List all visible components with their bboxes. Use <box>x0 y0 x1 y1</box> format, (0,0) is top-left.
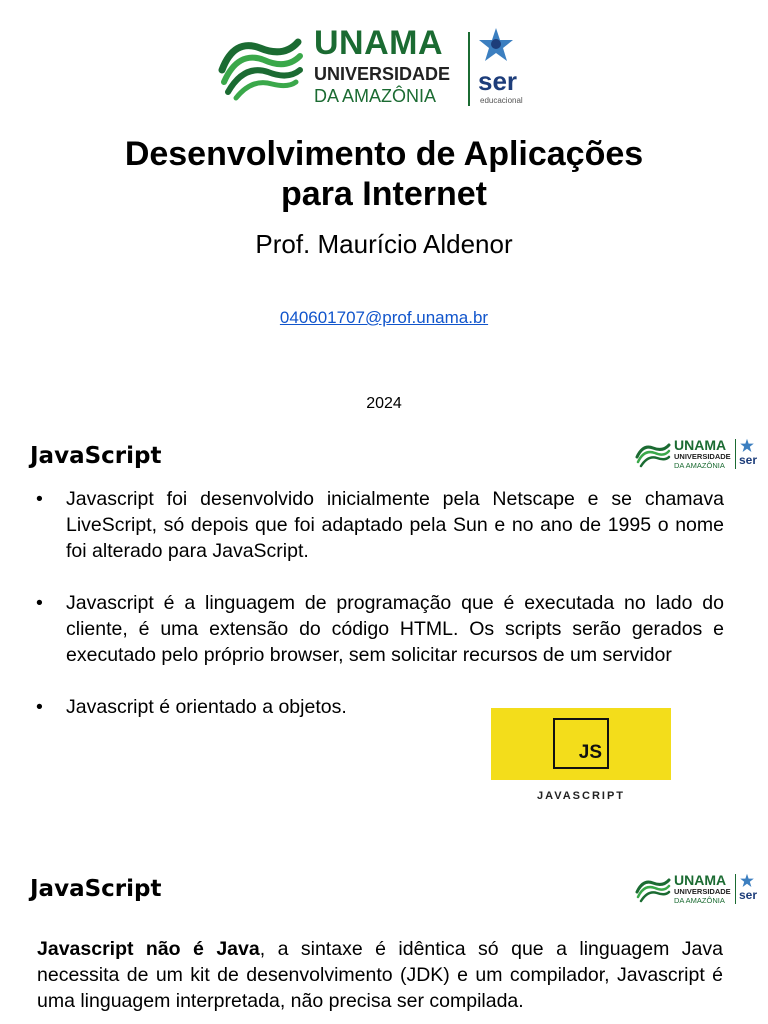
bullet-marker: • <box>36 488 43 510</box>
title-line-2: para Internet <box>281 175 487 213</box>
logo-partner: ser <box>739 888 758 902</box>
title-line-1: Desenvolvimento de Aplicações <box>124 135 644 173</box>
paragraph-bold-lead: Javascript não é Java <box>37 938 260 960</box>
logo-brand: UNAMA <box>674 437 727 453</box>
logo-line3: DA AMAZÔNIA <box>674 896 725 905</box>
logo-line3: DA AMAZÔNIA <box>314 86 437 106</box>
bullet-marker: • <box>36 592 43 614</box>
logo-line3: DA AMAZÔNIA <box>674 461 725 470</box>
list-item <box>36 590 724 668</box>
email-container <box>0 308 768 328</box>
slide-title <box>0 134 768 214</box>
logo-line2: UNIVERSIDADE <box>674 452 731 461</box>
logo-partner: ser <box>478 66 518 96</box>
javascript-logo <box>491 708 671 780</box>
unama-small-logo <box>634 437 760 471</box>
logo-divider <box>468 32 470 106</box>
section-heading: JavaScript <box>30 876 162 902</box>
unama-swirl-icon <box>214 30 306 102</box>
logo-brand: UNAMA <box>314 24 444 62</box>
list-item-text: Javascript é a linguagem de programação que é executada no lado do cliente, é uma extensão do código HTML. Os scripts serão gerados e executado pelo próprio browser, sem solicitar recursos de um servidor <box>66 592 724 666</box>
logo-line2: UNIVERSIDADE <box>674 887 731 896</box>
ser-star-icon <box>739 873 755 889</box>
logo-line2: UNIVERSIDADE <box>314 64 451 84</box>
list-item <box>36 694 426 720</box>
list-item-text: Javascript é orientado a objetos. <box>66 696 347 718</box>
year: 2024 <box>366 395 402 412</box>
section-heading: JavaScript <box>30 443 162 469</box>
logo-brand: UNAMA <box>674 872 727 888</box>
list-item-text: Javascript foi desenvolvido inicialmente pela Netscape e se chamava LiveScript, só depois que foi adaptado pela Sun e no ano de 1995 o nome foi alterado para JavaScript. <box>66 488 724 562</box>
professor-name: Prof. Maurício Aldenor <box>255 229 513 259</box>
js-logo-text: JS <box>578 742 602 763</box>
email-link[interactable]: 040601707@prof.unama.br <box>279 308 489 327</box>
js-logo-frame <box>553 718 609 769</box>
bullet-marker: • <box>36 696 43 718</box>
list-item <box>36 486 724 564</box>
unama-small-logo <box>634 872 760 906</box>
logo-divider <box>735 439 736 469</box>
body-paragraph <box>37 936 723 1014</box>
logo-divider <box>735 874 736 904</box>
unama-swirl-icon <box>634 876 672 904</box>
unama-swirl-icon <box>634 441 672 469</box>
logo-partner: ser <box>739 453 758 467</box>
logo-partner-sub: educacional <box>480 96 523 105</box>
ser-star-icon <box>739 438 755 454</box>
unama-logo <box>214 24 526 108</box>
paragraph-text: , a sintaxe é idêntica só que a linguagem Java necessita de um kit de desenvolvimento (JDK) e um compilador, Javascript é uma linguagem interpretada, não precisa ser compilada. <box>37 938 723 1012</box>
bullet-list <box>36 486 724 746</box>
javascript-logo-caption: JAVASCRIPT <box>536 790 626 802</box>
ser-star-icon <box>476 26 516 66</box>
